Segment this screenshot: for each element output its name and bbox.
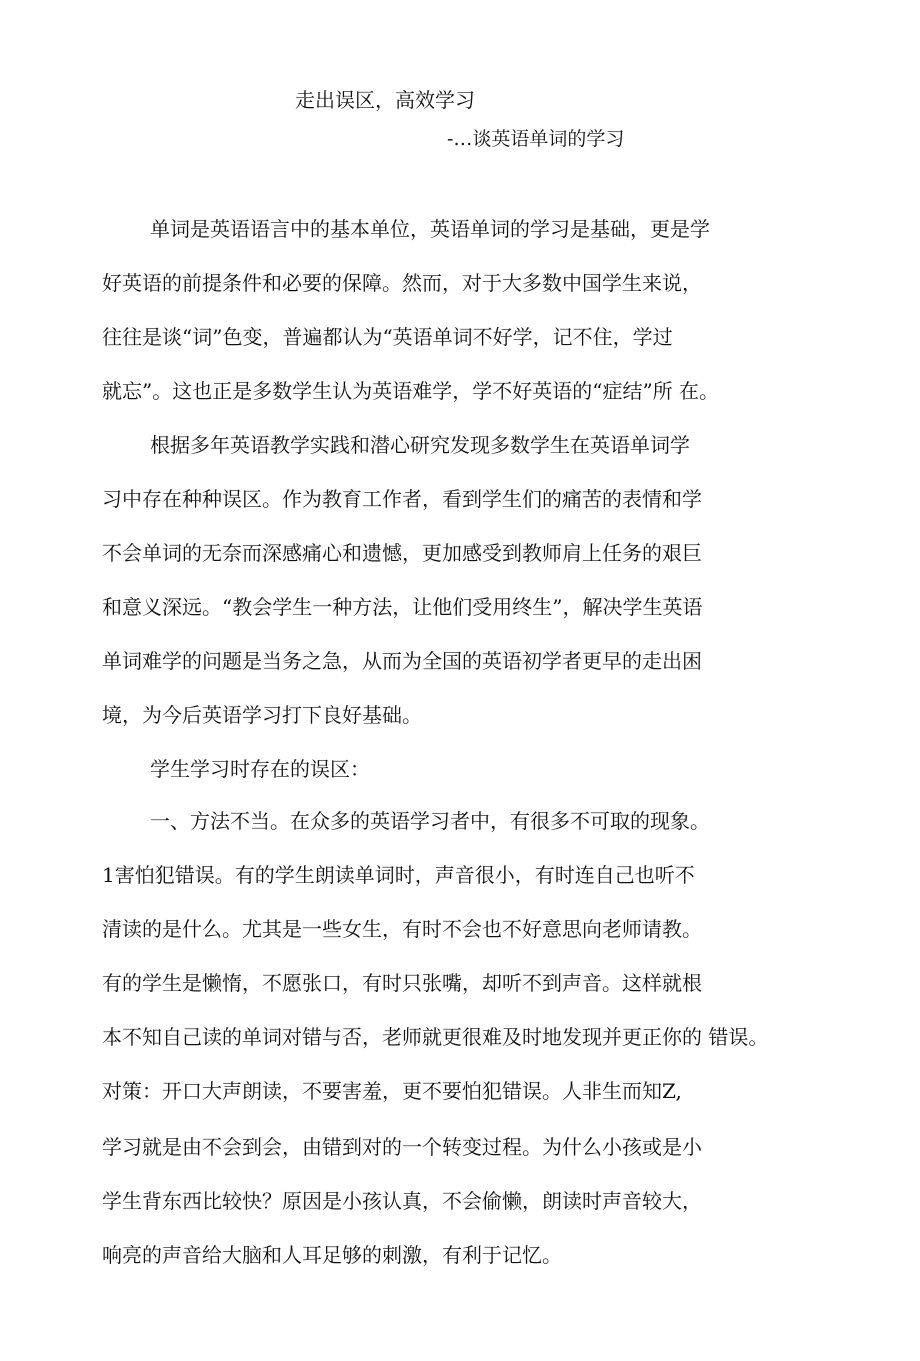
body-line: 学生背东西比较快？原因是小孩认真，不会偷懒，朗读时声音较大，	[102, 1189, 702, 1213]
body-line: 好英语的前提条件和必要的保障。然而，对于大多数中国学生来说，	[102, 271, 702, 295]
body-line: 单词是英语语言中的基本单位，英语单词的学习是基础，更是学	[150, 217, 710, 241]
body-line: 一、方法不当。在众多的英语学习者中，有很多不可取的现象。	[150, 809, 710, 833]
body-line: 根据多年英语教学实践和潜心研究发现多数学生在英语单词学	[150, 433, 690, 457]
body-line: 对策：开口大声朗读，不要害羞，更不要怕犯错误。人非生而知Z,	[102, 1079, 682, 1103]
document-title: 走出误区，高效学习	[295, 88, 475, 112]
body-line: 就忘”。这也正是多数学生认为英语难学，学不好英语的“症结”所 在。	[102, 379, 720, 403]
body-line: 境，为今后英语学习打下良好基础。	[102, 703, 422, 727]
body-line: 习中存在种种误区。作为教育工作者，看到学生们的痛苦的表情和学	[102, 487, 702, 511]
body-line: 1害怕犯错误。有的学生朗读单词时，声音很小，有时连自己也听不	[102, 863, 695, 887]
body-line: 单词难学的问题是当务之急，从而为全国的英语初学者更早的走出困	[102, 649, 702, 673]
document-subtitle: -…谈英语单词的学习	[447, 128, 625, 150]
body-line: 响亮的声音给大脑和人耳足够的刺激，有利于记忆。	[102, 1243, 562, 1267]
body-line: 清读的是什么。尤其是一些女生，有时不会也不好意思向老师请教。	[102, 917, 702, 941]
body-line: 学习就是由不会到会，由错到对的一个转变过程。为什么小孩或是小	[102, 1135, 702, 1159]
body-line: 本不知自己读的单词对错与否，老师就更很难及时地发现并更正你的 错误。	[102, 1025, 769, 1049]
section-heading: 学生学习时存在的误区：	[150, 757, 370, 781]
body-line: 和意义深远。“教会学生一种方法，让他们受用终生”，解决学生英语	[102, 595, 703, 619]
body-line: 有的学生是懒惰，不愿张口，有时只张嘴，却听不到声音。这样就根	[102, 971, 702, 995]
body-line: 往往是谈“词”色变，普遍都认为“英语单词不好学，记不住，学过	[102, 325, 673, 349]
body-line: 不会单词的无奈而深感痛心和遗憾，更加感受到教师肩上任务的艰巨	[102, 541, 702, 565]
